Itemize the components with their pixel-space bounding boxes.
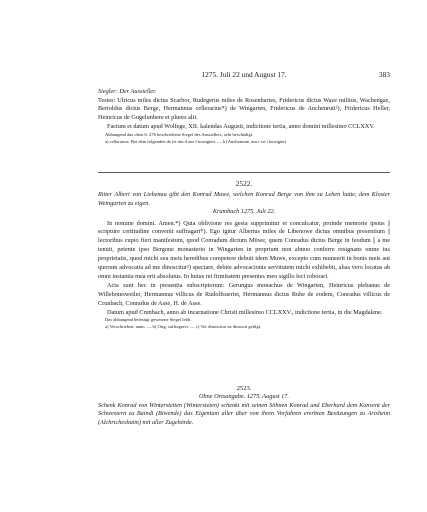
main-paragraph: In nomine domini. Amen.*) Quia oblivione res gesta supprimitur et conculcatur, proinde memorie ipsius || scripture certitudine convenit suffragari*). Ego igitur Albertus miles de Libenowe dictus omnibus presentium || lectoribus cupio fieri manifestum, quod Conradum dictum Müwe, quem Conradus dictus Berge in feodum || a me tenuit, petente ipso Bergone monasterio in Wingarten in proprium non abnuo conferre resignans omne ius proprietatis, quod michi seu meis heredibus competere debuit idem Muwe, excepto cum muneerit in bonis meis aut quorum advocatia ad me dinoscitur²) spectare, debite advocacionis servitutem michi exhibebit, alias vero locatus ab omni instantia mea erit absolutus. In huius rei firmitatem presentes meo sigillo feci roborari. xyxy=(98,219,390,280)
running-header xyxy=(98,70,390,82)
regest: Ritter Albert von Liebenau gibt den Konrad Muwe, welchen Konrad Berge von ihm zu Lehen hatte, dem Kloster Weingarten zu eigen. xyxy=(98,191,390,207)
document-body xyxy=(98,220,390,318)
dateline: Ohne Ortsangabe. 1275. August 17. xyxy=(199,393,289,400)
document-2523 xyxy=(98,385,390,427)
seal-note: Das abhangend befestigt gewesene Siegel fehlt. xyxy=(105,317,192,323)
datum-paragraph: Datum apud Crunbach, anno ab incarnatione Christi millesimo CCLXXV., indictione tertia, in die Magdalene. xyxy=(107,308,383,316)
section-divider xyxy=(98,172,390,173)
document-number: 2523. xyxy=(236,385,252,392)
first-document-notes xyxy=(98,132,390,145)
header-title: 1275. Juli 22 und August 17. xyxy=(201,70,287,79)
testes-paragraph: Testes: Ulricus miles dictus Scarbor, Rudegerus miles de Rosenhartes, Fridericus dictus Waze militus, Wachengaz, Bertoldus dictus Berge, Hermannus cellerarius*) de Wingarten, Fridericus de Anchenruti²), Fridericus Heller, Heinricus de Gugelunbere et plures alii. xyxy=(98,96,390,122)
witness-paragraph: Acta sunt hec in presentia subscriptorum: Gerungus monachus de Wingarten, Heinricus plebanus de Willebotesweiler, Hermannus villicus de Rudolfsueriet, Hermannus dictus Ruhe de eodem, Conradus villicus de Crunbach, Conradus de Asse, H. de Asse. xyxy=(98,281,390,307)
dateline: Krumbach 1275. Juli 22. xyxy=(212,208,276,215)
first-document-end xyxy=(98,88,390,145)
document-notes xyxy=(98,317,390,330)
siegler-line: Siegler: Der Aussteller. xyxy=(98,88,157,95)
apparatus-note: a) cellerarius. Bei dem folgenden de ist das d aus f korrigiert. — b) Anchenrute, aus r ist i korrigiert. xyxy=(105,138,288,144)
document-2522 xyxy=(98,180,390,331)
apparatus-note: a) Verschrieben: anno. — b) Orig. suffragravi. — c) Vor dinoscitur ist dinoscit getilgt. xyxy=(105,324,262,330)
regest: Schenk Konrad von Winterstetten (Wintersteten) schenkt mit seinen Söhnen Konrad und Eberhard dem Konvent der Schwestern zu Baindt (Biwende) das Eigentum aller über von ihren Vorfahren ererbten Besitzungen zu Arisheim (Alchricheshaim) mit aller Zugehörde. xyxy=(98,401,390,426)
first-document-body xyxy=(98,97,390,133)
page-number: 383 xyxy=(378,70,390,79)
factum-paragraph: Factum et datum apud Wolfege, XII. kalendas Augusti, indictione tertia, anno domini millesimo CCLXXV. xyxy=(107,123,375,131)
document-number: 2522. xyxy=(235,179,253,188)
seal-note: Abhangend das oben S. 276 beschriebene Siegel des Ausstellers, sehr beschädigt. xyxy=(105,132,254,138)
